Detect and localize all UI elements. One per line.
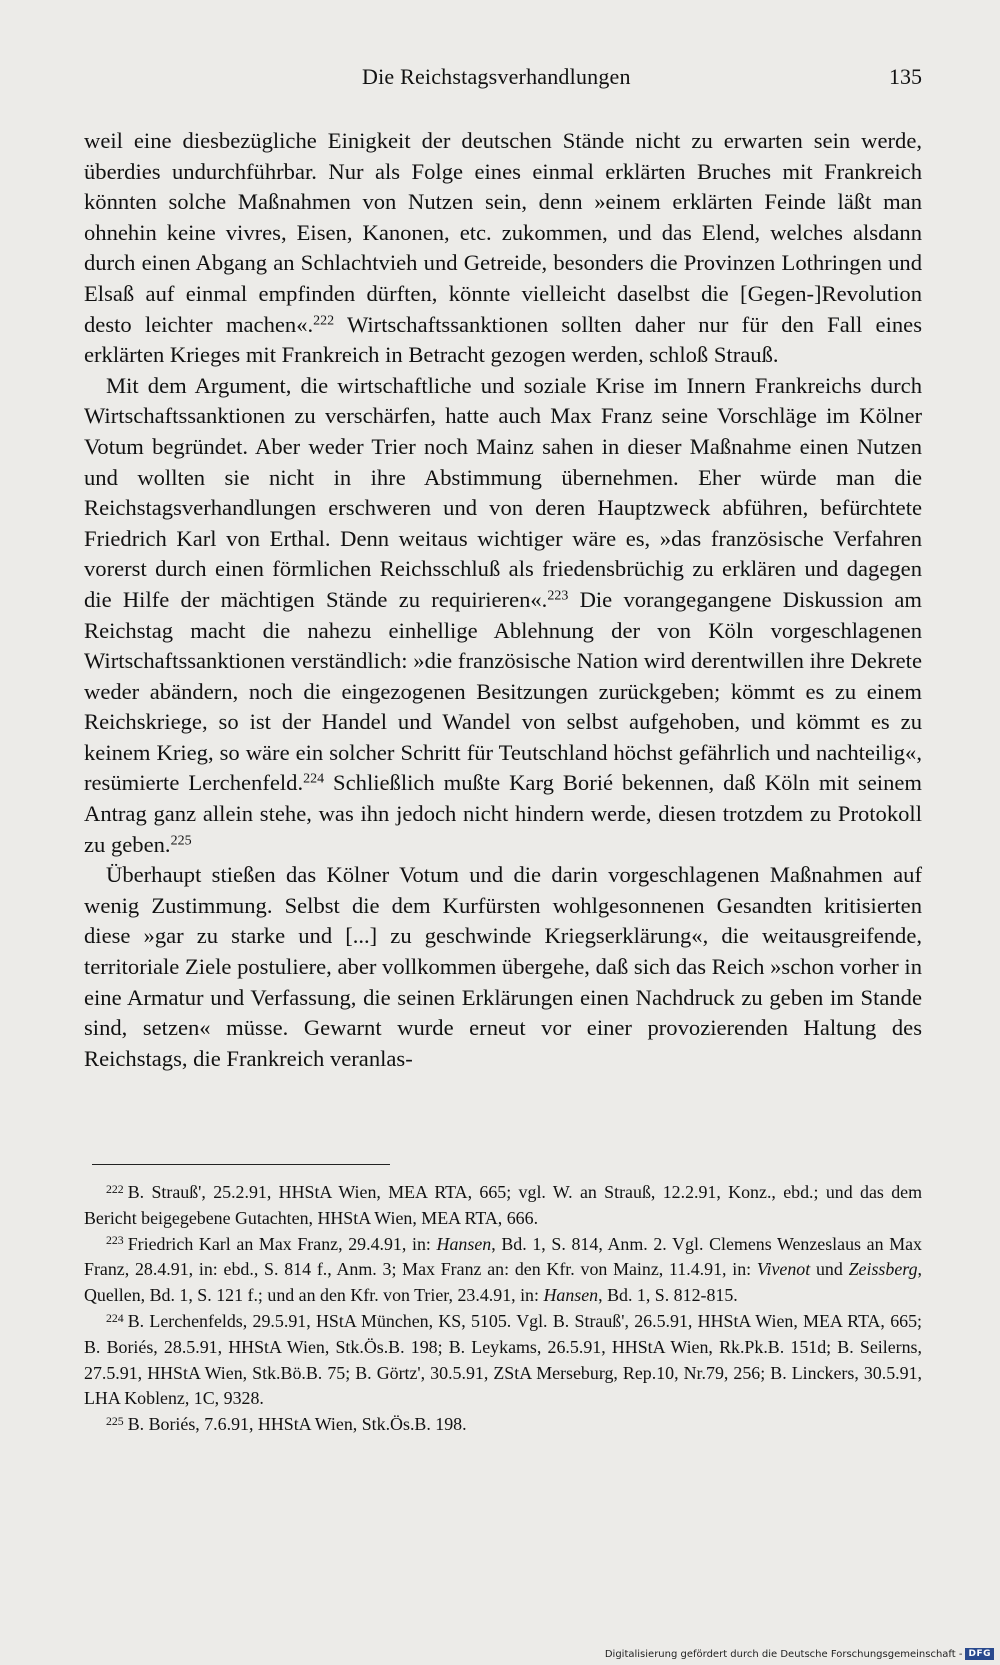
footnote-author-italic: Zeissberg — [848, 1259, 918, 1280]
footnote-ref-223: 223 — [547, 588, 569, 604]
footnote-author-italic: Vivenot — [756, 1259, 811, 1280]
footnotes — [84, 1180, 922, 1438]
footnote-ref-224: 224 — [303, 771, 325, 787]
footnote-text: B. Strauß', 25.2.91, HHStA Wien, MEA RTA, 665; vgl. W. an Strauß, 12.2.91, Konz., ebd.; und das dem Bericht beigegebene Gutachten, HHStA Wien, MEA RTA, 666. — [84, 1182, 922, 1228]
footnote-text: und — [810, 1259, 849, 1280]
footnote-text: B. Lerchenfelds, 29.5.91, HStA München, KS, 5105. Vgl. B. Strauß', 26.5.91, HHStA Wien, MEA RTA, 665; B. Boriés, 28.5.91, HHStA Wien, Stk.Ös.B. 198; B. Leykams, 26.5.91, HHStA Wien, Rk.Pk.B. 151d; B. Seilerns, 27.5.91, HHStA Wien, Stk.Bö.B. 75; B. Görtz', 30.5.91, ZStA Merseburg, Rep.10, Nr.79, 256; B. Linckers, 30.5.91, LHA Koblenz, 1C, 9328. — [84, 1310, 922, 1409]
footnote-text: , Quellen, Bd. 1, S. 121 f.; und an den Kfr. von Trier, 23.4.91, in: — [84, 1259, 922, 1306]
running-title: Die Reichstagsverhandlungen — [362, 64, 631, 89]
footnote-ref-225: 225 — [170, 832, 192, 848]
paragraph-1-text-b: Wirtschaftssanktionen sollten daher nur für den Fall eines erklärten Krieges mit Frankreich in Betracht gezogen werden, schloß Strauß. — [84, 311, 922, 368]
footnote-text: , Bd. 1, S. 812-815. — [598, 1285, 738, 1306]
paragraph-1-text-a: weil eine diesbezügliche Einigkeit der deutschen Stände nicht zu erwarten sein werde, überdies undurchführbar. Nur als Folge eines einmal erklärten Bruches mit Frankreich könnten solche Maßnahmen von Nutzen sein, denn »einem erklärten Feinde läßt man ohnehin keine vivres, Eisen, Kanonen, etc. zukommen, und das Elend, welches alsdann durch einen Abgang an Schlachtvieh und Getreide, besonders die Provinzen Lothringen und Elsaß auf einmal empfinden dürften, könnte vielleicht daselbst die [Gegen-]Revolution desto leichter machen«. — [84, 128, 922, 337]
footnote-222 — [84, 1180, 922, 1232]
footnote-223 — [84, 1232, 922, 1309]
footnote-text: B. Boriés, 7.6.91, HHStA Wien, Stk.Ös.B. 198. — [127, 1414, 467, 1435]
paragraph-2-text-a: Mit dem Argument, die wirtschaftliche und soziale Krise im Innern Frankreichs durch Wirtschaftssanktionen zu verschärfen, hatte auch Max Franz seine Vorschläge im Kölner Votum begründet. Aber weder Trier noch Mainz sahen in dieser Maßnahme einen Nutzen und wollten sie nicht in ihre Abstimmung übernehmen. Eher würde man die Reichstagsverhandlungen erschweren und von deren Hauptzweck abführen, befürchtete Friedrich Karl von Erthal. Denn weitaus wichtiger wäre es, »das französische Verfahren vorerst durch einen förmlichen Reichsschluß als friedensbrüchig zu erklären und dagegen die Hilfe der mächtigen Stände zu requirieren«. — [84, 372, 922, 612]
footnote-author-italic: Hansen — [436, 1233, 492, 1254]
footnote-number: 223 — [106, 1233, 124, 1248]
paragraph-2-text-b: Die vorangegangene Diskussion am Reichstag macht die nahezu einhellige Ablehnung der von Köln vorgeschlagenen Wirtschaftssanktionen verständlich: »die französische Nation wird derentwillen ihre Dekrete weder abändern, noch die eingezogenen Besitzungen zurückgeben; kömmt es zu einem Reichskriege, so ist der Handel und Wandel von selbst aufgehoben, und kömmt es zu keinem Krieg, so wäre ein solcher Schritt für Teutschland höchst gefährlich und nachteilig«, resümierte Lerchenfeld. — [84, 586, 923, 796]
footnote-author-italic: Hansen — [543, 1285, 599, 1306]
dfg-credit — [605, 1648, 994, 1660]
dfg-credit-text: Digitalisierung gefördert durch die Deutsche Forschungsgemeinschaft - — [604, 1648, 963, 1660]
footnote-number: 225 — [106, 1413, 124, 1428]
footnote-text: , Bd. 1, S. 814, Anm. 2. Vgl. Clemens Wenzeslaus an Max Franz, 28.4.91, in: ebd., S. 814 f., Anm. 3; Max Franz an: den Kfr. von Mainz, 11.4.91, in: — [84, 1233, 922, 1280]
paragraph-2-text-c: Schließlich mußte Karg Borié bekennen, daß Köln mit seinem Antrag ganz allein stehe, was ihn jedoch nicht hindern werde, diesen trotzdem zu Protokoll zu geben. — [84, 770, 922, 857]
footnote-text: Friedrich Karl an Max Franz, 29.4.91, in: — [127, 1233, 437, 1254]
footnote-224 — [84, 1309, 922, 1412]
dfg-logo: DFG — [965, 1648, 994, 1660]
paragraph-2 — [84, 371, 922, 861]
footnote-number: 224 — [106, 1310, 124, 1325]
footnote-number: 222 — [106, 1181, 124, 1196]
page-number: 135 — [889, 64, 922, 89]
paragraph-1 — [84, 126, 922, 371]
page-header — [84, 64, 922, 94]
footnote-225 — [84, 1412, 922, 1438]
footnote-ref-222: 222 — [313, 312, 335, 328]
footnote-separator — [92, 1164, 390, 1165]
body-text — [84, 126, 922, 1074]
paragraph-3: Überhaupt stießen das Kölner Votum und die darin vorgeschlagenen Maßnahmen auf wenig Zustimmung. Selbst die dem Kurfürsten wohlgesonnenen Gesandten kritisierten diese »gar zu starke und [...] zu geschwinde Kriegserklärung«, die weitausgreifende, territoriale Ziele postuliere, aber vollkommen übergehe, daß sich das Reich »schon vorher in eine Armatur und Verfassung, die seinen Erklärungen einen Nachdruck zu geben im Stande sind, setzen« müsse. Gewarnt wurde erneut vor einer provozierenden Haltung des Reichstags, die Frankreich veranlas- — [84, 862, 922, 1071]
